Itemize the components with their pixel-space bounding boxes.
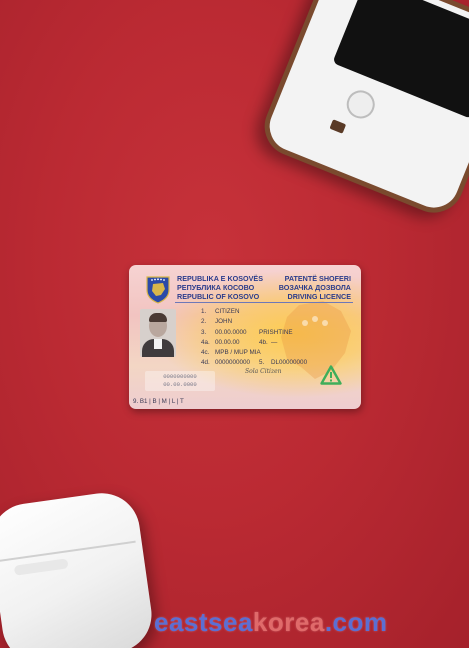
field-birthplace: PRISHTINE xyxy=(259,328,293,336)
field-number: 4c. xyxy=(201,349,210,357)
licence-fields xyxy=(201,307,308,369)
header-english: REPUBLIC OF KOSOVO xyxy=(177,292,260,301)
mrz-line-2: 00.00.0000 xyxy=(163,381,197,388)
field-number: 2. xyxy=(201,318,207,326)
header-divider xyxy=(175,302,353,303)
field-value: 00.00.0000 xyxy=(215,328,247,336)
field-value: DL00000000 xyxy=(271,359,308,367)
field-value: MPB / MUP MIA xyxy=(215,349,261,357)
field-value: JOHN xyxy=(215,318,233,326)
site-watermark xyxy=(154,607,388,637)
card-header-right xyxy=(279,274,351,301)
field-number: 4d. xyxy=(201,359,210,367)
field-number: 4b. xyxy=(259,338,268,346)
field-number: 4a. xyxy=(201,338,210,346)
field-value: — xyxy=(271,338,278,346)
airpods-notch xyxy=(14,558,69,575)
mrz-line-1: 0000000000 xyxy=(163,373,197,380)
airpods-lid-seam xyxy=(0,541,136,562)
holder-signature: Sola Citizen xyxy=(245,368,282,375)
title-serbian: ВОЗАЧКА ДОЗВОЛА xyxy=(278,283,351,292)
field-expiry xyxy=(259,338,277,348)
card-header-left xyxy=(177,274,263,301)
field-birth xyxy=(201,328,293,338)
title-albanian: PATENTË SHOFERI xyxy=(284,274,351,283)
airpods-case xyxy=(0,488,156,648)
licence-categories: 9. B1 | B | M | L | T xyxy=(133,398,184,405)
smartphone xyxy=(256,0,469,222)
card-number-box xyxy=(145,371,215,391)
field-issue-date xyxy=(201,338,278,348)
watermark-part-1: eastsea xyxy=(154,607,253,637)
field-given-name xyxy=(201,317,261,327)
phone-lightning-port xyxy=(329,119,346,134)
watermark-part-3: .com xyxy=(324,607,388,637)
warning-triangle-icon xyxy=(320,365,342,385)
field-authority xyxy=(201,348,261,358)
field-number: 1. xyxy=(201,308,207,315)
header-serbian: РЕПУБЛИКА КОСОВО xyxy=(177,283,255,292)
phone-home-button xyxy=(343,86,379,122)
field-number: 3. xyxy=(201,328,207,336)
field-value: 0000000000 xyxy=(215,359,251,367)
photo-collar xyxy=(154,339,162,349)
title-english: DRIVING LICENCE xyxy=(287,292,351,301)
field-surname xyxy=(201,307,261,317)
field-number: 5. xyxy=(259,359,265,367)
photo-hair xyxy=(149,313,167,322)
driving-licence-card xyxy=(129,265,361,409)
kosovo-coat-of-arms-icon xyxy=(143,274,173,304)
watermark-part-2: korea xyxy=(252,607,325,637)
holder-photo xyxy=(140,309,176,357)
field-value: CITIZEN xyxy=(215,308,240,315)
header-albanian: REPUBLIKA E KOSOVËS xyxy=(177,274,263,283)
field-value: 00.00.00 xyxy=(215,338,240,346)
